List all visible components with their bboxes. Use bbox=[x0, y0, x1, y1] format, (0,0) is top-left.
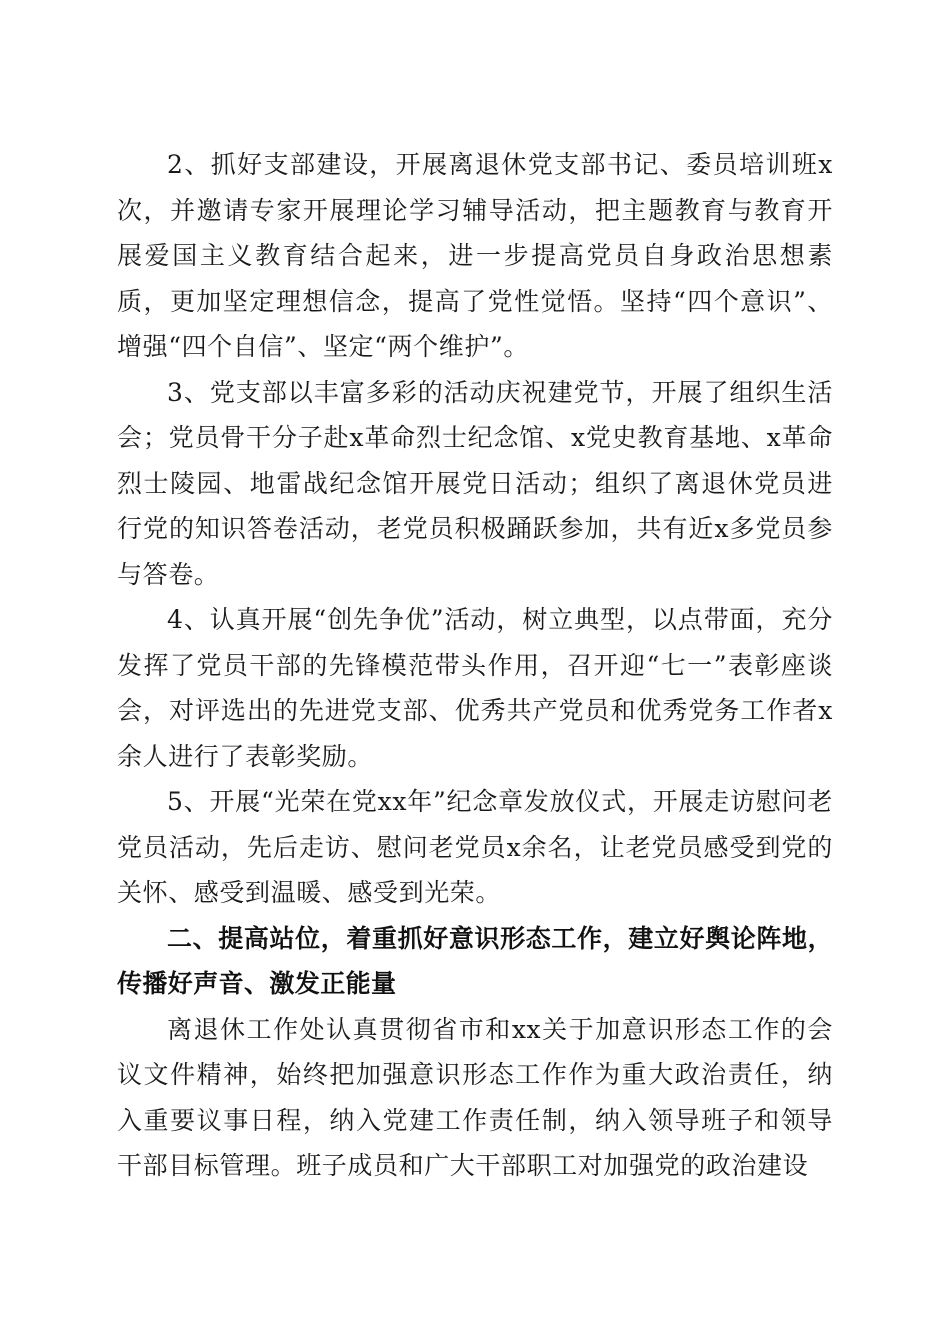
paragraph-item-4: 4、认真开展“创先争优”活动，树立典型，以点带面，充分发挥了党员干部的先锋模范带头作用，召开迎“七一”表彰座谈会，对评选出的先进党支部、优秀共产党员和优秀党务工作者x余人进行了表彰奖励。 bbox=[117, 605, 833, 771]
section-2-paragraph: 离退休工作处认真贯彻省市和xx关于加意识形态工作的会议文件精神，始终把加强意识形态工作作为重大政治责任，纳入重要议事日程，纳入党建工作责任制，纳入领导班子和领导干部目标管理。班子成员和广大干部职工对加强党的政治建设 bbox=[117, 1014, 833, 1180]
section-heading-2: 二、提高站位，着重抓好意识形态工作，建立好舆论阵地，传播好声音、激发正能量 bbox=[117, 923, 833, 998]
paragraph-item-2: 2、抓好支部建设，开展离退休党支部书记、委员培训班x次，并邀请专家开展理论学习辅导活动，把主题教育与教育开展爱国主义教育结合起来，进一步提高党员自身政治思想素质，更加坚定理想信念，提高了党性觉悟。坚持“四个意识”、增强“四个自信”、坚定“两个维护”。 bbox=[117, 150, 833, 361]
document-body bbox=[117, 142, 833, 1189]
paragraph-item-5: 5、开展“光荣在党xx年”纪念章发放仪式，开展走访慰问老党员活动，先后走访、慰问老党员x余名，让老党员感受到党的关怀、感受到温暖、感受到光荣。 bbox=[117, 787, 833, 907]
paragraph-item-3: 3、党支部以丰富多彩的活动庆祝建党节，开展了组织生活会；党员骨干分子赴x革命烈士纪念馆、x党史教育基地、x革命烈士陵园、地雷战纪念馆开展党日活动；组织了离退休党员进行党的知识答卷活动，老党员积极踊跃参加，共有近x多党员参与答卷。 bbox=[117, 377, 833, 589]
